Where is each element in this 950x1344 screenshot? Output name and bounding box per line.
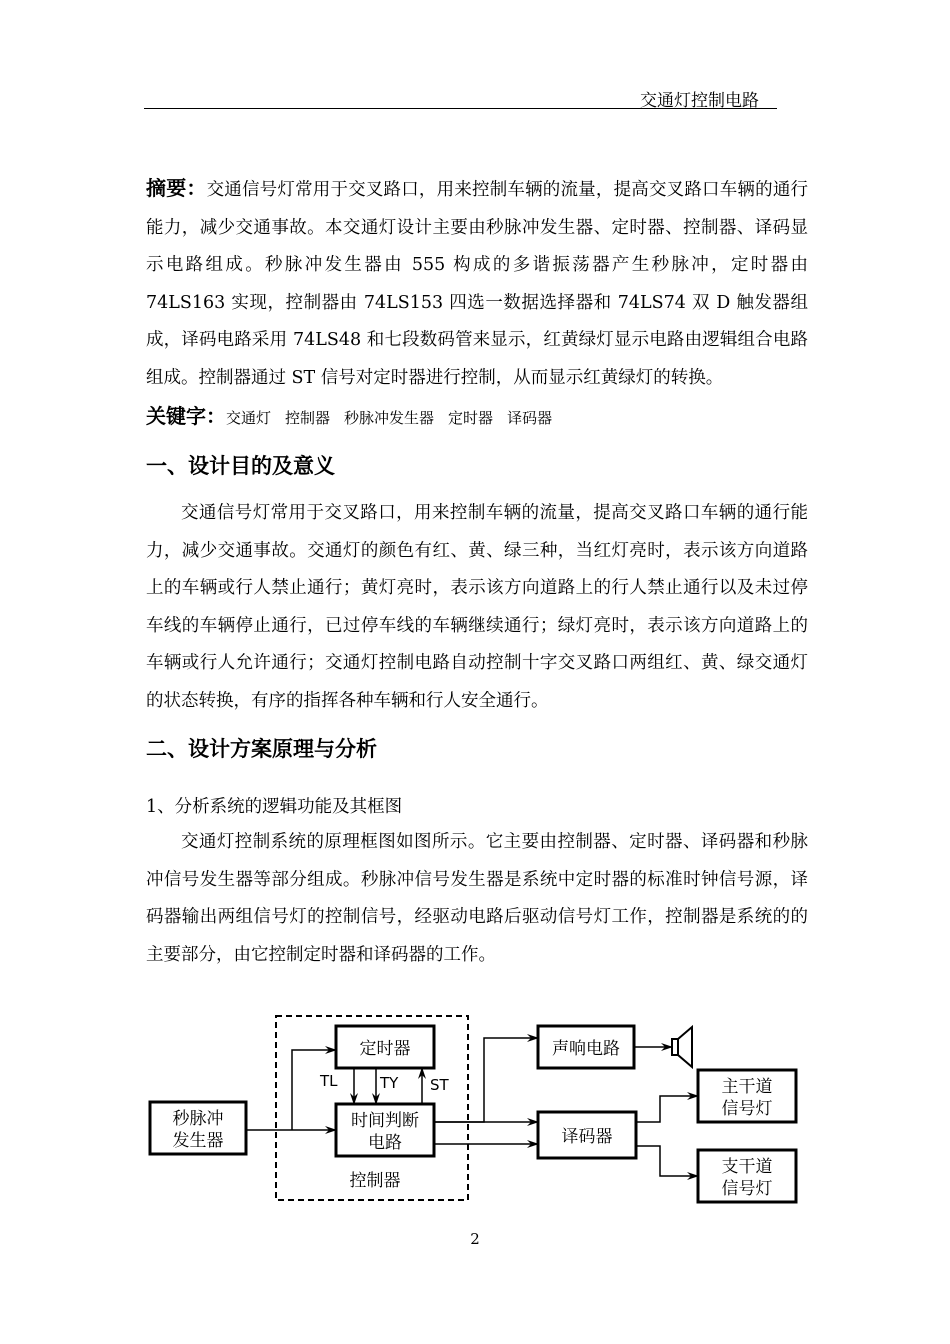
time-judge-label: 时间判断 [351,1111,419,1131]
keyword: 秒脉冲发生器 [344,409,435,427]
keywords-label: 关键字： [146,404,226,428]
keyword: 控制器 [285,409,331,427]
decoder-label: 译码器 [561,1127,613,1147]
abstract-text: 交通信号灯常用于交叉路口，用来控制车辆的流量，提高交叉路口车辆的通行能力，减少交通事故。本交通灯设计主要由秒脉冲发生器、定时器、控制器、译码显示电路组成。秒脉冲发生器由 555 构成的多谐振荡器产生秒脉冲，定时器由 74LS163 实现，控制器由 74LS153 四选一数据选择器和 74LS74 双 D 触发器组成，译码电路采用 74LS48 和七段数码管来显示，红黄绿灯显示电路由逻辑组合电路组成。控制器通过 ST 信号对定时器进行控制，从而显示红黄绿灯的转换。 [146,180,809,388]
keyword: 定时器 [448,409,494,427]
signal-tl-label: TL [320,1072,338,1090]
document-body [146,170,808,974]
branch-road-light-label: 信号灯 [721,1179,773,1199]
page-number: 2 [470,1230,480,1248]
section-2-paragraph: 交通灯控制系统的原理框图如图所示。它主要由控制器、定时器、译码器和秒脉冲信号发生器等部分组成。秒脉冲信号发生器是系统中定时器的标准时钟信号源，译码器输出两组信号灯的控制信号，经驱动电路后驱动信号灯工作，控制器是系统的的主要部分，由它控制定时器和译码器的工作。 [146,832,808,965]
signal-st-label: ST [430,1076,449,1094]
timer-label: 定时器 [359,1039,411,1059]
section-heading-1: 一、设计目的及意义 [146,454,335,478]
section-heading-2: 二、设计方案原理与分析 [146,737,377,761]
section-1-paragraph: 交通信号灯常用于交叉路口，用来控制车辆的流量，提高交叉路口车辆的通行能力，减少交通事故。交通灯的颜色有红、黄、绿三种，当红灯亮时，表示该方向道路上的车辆或行人禁止通行；黄灯亮时，表示该方向道路上的行人禁止通行以及未过停车线的车辆停止通行，已过停车线的车辆继续通行；绿灯亮时，表示该方向道路上的车辆或行人允许通行；交通灯控制电路自动控制十字交叉路口两组红、黄、绿交通灯的状态转换，有序的指挥各种车辆和行人安全通行。 [146,503,808,711]
subsection-heading: 1、分析系统的逻辑功能及其框图 [146,797,403,817]
running-header-title: 交通灯控制电路 [640,91,759,111]
sound-circuit-label: 声响电路 [552,1039,620,1059]
speaker-icon [672,1027,692,1067]
block-diagram [140,1010,810,1210]
main-road-light-label: 信号灯 [721,1099,773,1119]
keyword: 译码器 [507,409,553,427]
pulse-generator-label: 秒脉冲 [172,1109,224,1129]
pulse-generator-label: 发生器 [172,1131,224,1151]
keyword: 交通灯 [226,409,272,427]
branch-road-light-label: 支干道 [721,1157,773,1177]
signal-ty-label: TY [380,1074,399,1092]
time-judge-label: 电路 [368,1133,402,1153]
abstract-label: 摘要： [146,176,207,200]
main-road-light-label: 主干道 [721,1077,773,1097]
header-rule [144,108,777,109]
controller-label: 控制器 [349,1171,401,1191]
keywords-line [146,397,808,437]
abstract-paragraph [146,170,808,397]
